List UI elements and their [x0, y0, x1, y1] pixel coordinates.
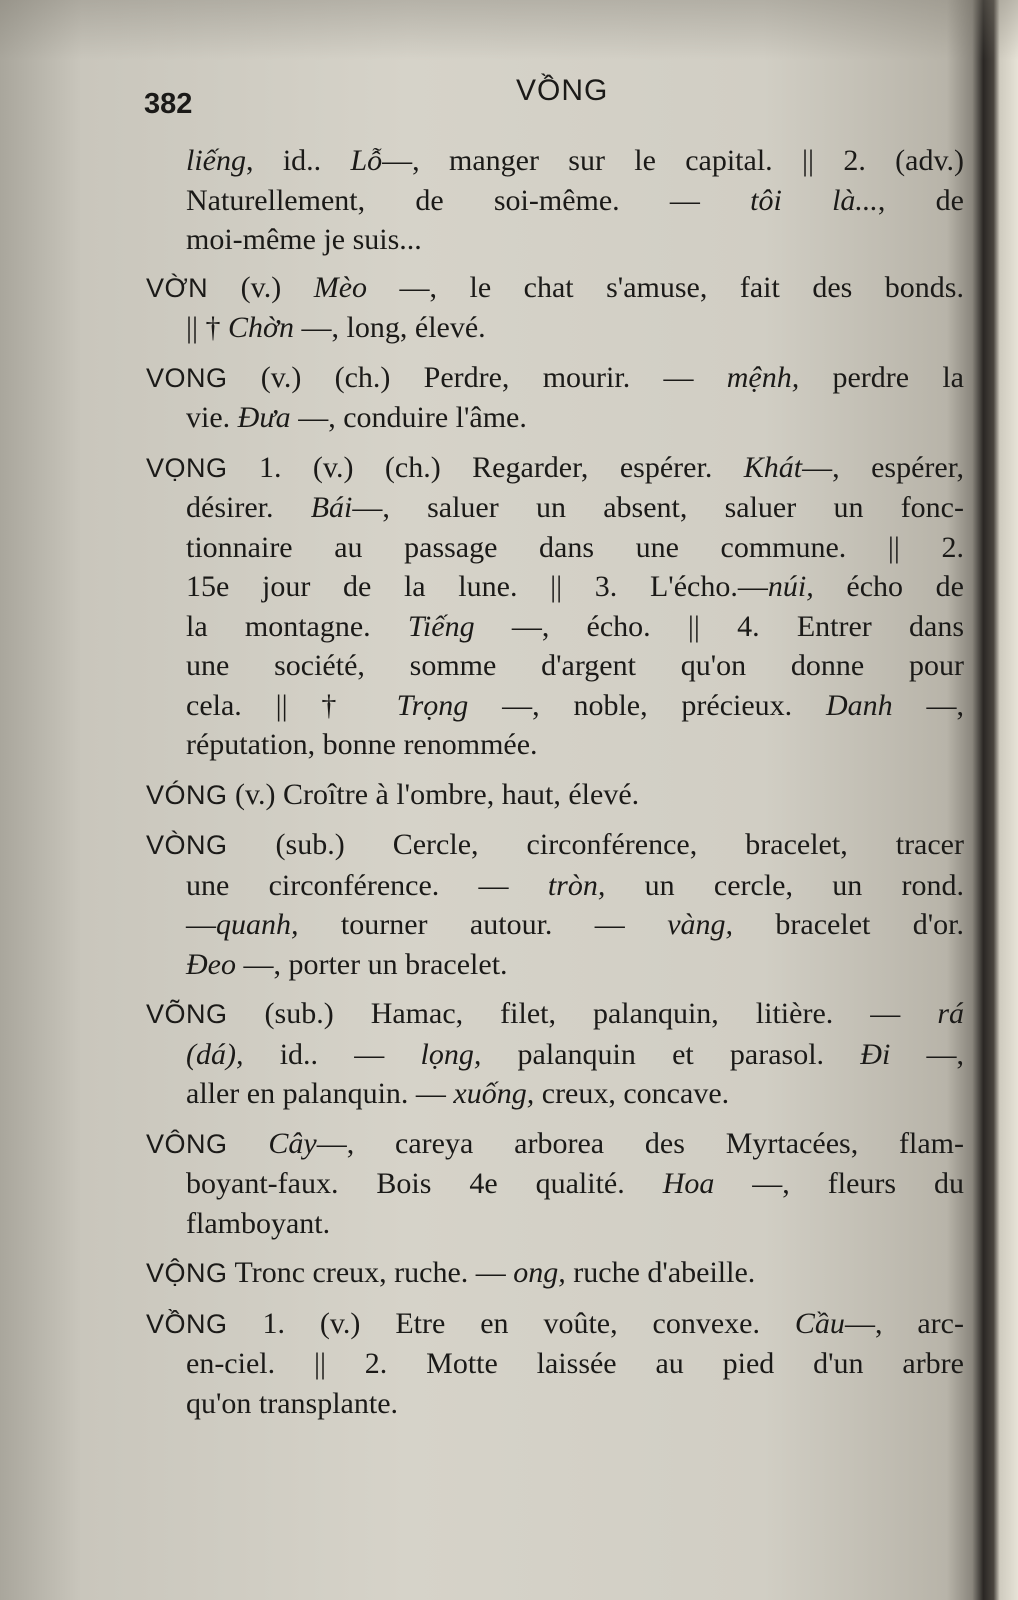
entry-line — [146, 1384, 964, 1424]
entry-text: boyant-faux. Bois 4e qualité. — [186, 1167, 663, 1200]
entry-headword: VỌNG — [146, 452, 228, 483]
dictionary-entry-vong8 — [146, 1304, 964, 1424]
entry-line — [146, 308, 964, 348]
italic-term: Đi — [860, 1037, 891, 1071]
italic-term: Cầu — [794, 1306, 845, 1340]
entry-text: bracelet d'or. — [733, 908, 964, 941]
entry-text: réputation, bonne renommée. — [186, 728, 538, 761]
entry-line — [146, 646, 964, 686]
entry-headword: VÔNG — [146, 1128, 228, 1159]
italic-term: Bái — [310, 491, 353, 524]
entry-line — [146, 1304, 964, 1345]
entry-text: —, écho. || 4. Entrer dans — [474, 609, 965, 643]
italic-term: Danh — [826, 688, 893, 722]
entry-text: flamboyant. — [186, 1206, 331, 1240]
entry-text: || † — [186, 311, 229, 344]
italic-term: xuống, — [453, 1077, 535, 1110]
entry-text: la montagne. — [186, 609, 408, 643]
entry-text: —, long, élevé. — [294, 311, 486, 344]
dictionary-entry-cont — [146, 141, 964, 260]
entry-text: 1. (v.) Etre en voûte, convexe. — [227, 1306, 795, 1340]
entry-text — [228, 1127, 269, 1160]
dictionary-entry-vong4 — [146, 825, 964, 984]
dictionary-entry-vong3 — [146, 775, 964, 816]
entry-line — [146, 825, 964, 866]
entry-text: —, saluer un absent, saluer un fonc- — [352, 491, 964, 524]
entry-line — [146, 686, 964, 726]
italic-term: tôi là... — [750, 183, 878, 217]
italic-term: mệnh, — [726, 360, 800, 394]
entry-text: —, arc- — [844, 1306, 964, 1340]
entry-line — [146, 488, 964, 528]
entry-text: — — [186, 908, 216, 941]
entry-headword: VONG — [146, 362, 228, 393]
entry-text: —, porter un bracelet. — [235, 947, 508, 981]
dictionary-entry-vong7 — [146, 1253, 964, 1294]
entry-text: —, espérer, — [802, 450, 964, 484]
entry-text: id.. — — [243, 1037, 421, 1071]
entry-text: aller en palanquin. — — [186, 1077, 454, 1110]
entry-line — [146, 1164, 964, 1204]
entry-text: —, — [892, 688, 965, 722]
entry-line — [146, 141, 964, 181]
entry-line — [146, 1344, 964, 1384]
entry-line — [146, 528, 964, 568]
entry-text: Naturellement, de soi-même. — — [186, 183, 751, 217]
entry-line — [146, 567, 964, 607]
entry-line — [146, 905, 964, 945]
entry-text: tionnaire au passage dans une commune. || 2. — [186, 530, 964, 564]
entry-text: une société, somme d'argent qu'on donne pour — [186, 649, 964, 682]
entry-text: —, careya arborea des Myrtacées, flam- — [316, 1126, 965, 1160]
entry-text: un cercle, un rond. — [605, 868, 965, 902]
page-number: 382 — [144, 88, 193, 120]
entry-text: moi-même je suis... — [186, 223, 422, 256]
entry-text: —, conduire l'âme. — [290, 401, 527, 434]
entry-line — [146, 1035, 964, 1075]
entry-line — [146, 268, 964, 309]
entry-line — [146, 994, 964, 1035]
entry-line — [146, 448, 964, 489]
entry-line — [146, 181, 964, 221]
entry-line — [146, 1204, 964, 1244]
italic-term: Tiếng — [407, 609, 475, 643]
entry-text: qu'on transplante. — [186, 1386, 399, 1420]
italic-term: Mèo — [313, 270, 368, 304]
dictionary-text — [146, 141, 964, 1433]
entry-line — [146, 1253, 964, 1294]
entry-text: —, fleurs du — [714, 1167, 964, 1200]
entry-headword: VÒNG — [146, 830, 228, 860]
dictionary-entry-vong1 — [146, 358, 964, 438]
entry-text: tourner autour. — — [298, 908, 668, 941]
entry-line — [146, 1124, 964, 1165]
italic-term: ong, — [513, 1256, 566, 1289]
entry-line — [146, 398, 964, 438]
italic-term: Trọng — [396, 688, 469, 722]
entry-line — [146, 220, 964, 260]
italic-term: Hoa — [662, 1167, 715, 1200]
entry-text: creux, concave. — [534, 1077, 730, 1110]
entry-text: (v.) Croître à l'ombre, haut, élevé. — [227, 777, 640, 811]
entry-text: Tronc creux, ruche. — — [227, 1256, 514, 1289]
italic-term: Lỗ — [350, 144, 383, 177]
entry-text: (v.) — [208, 270, 314, 304]
italic-term: rá — [937, 997, 964, 1030]
entry-line — [146, 725, 964, 765]
entry-text: palanquin et parasol. — [481, 1037, 861, 1071]
entry-text: , de — [877, 183, 964, 217]
entry-text: (v.) (ch.) Perdre, mourir. — — [227, 360, 727, 394]
running-head: VỒNG — [516, 74, 609, 107]
dictionary-entry-von — [146, 268, 964, 348]
entry-text: 1. (v.) (ch.) Regarder, espérer. — [227, 450, 744, 484]
italic-term: Khát — [743, 450, 803, 484]
entry-text: désirer. — [186, 491, 311, 524]
italic-term: Đưa — [237, 401, 291, 434]
italic-term: (dá), — [186, 1037, 244, 1071]
entry-text: 15e jour de la lune. || 3. L'écho.— — [186, 570, 768, 603]
dictionary-entry-vong5 — [146, 994, 964, 1114]
italic-term: Đeo — [186, 947, 236, 981]
entry-text: (sub.) Cercle, circonférence, bracelet, tracer — [227, 828, 964, 861]
italic-term: Cây — [268, 1126, 317, 1160]
entry-text: —, noble, précieux. — [468, 688, 827, 722]
italic-term: liếng — [186, 144, 246, 177]
entry-line — [146, 358, 964, 399]
italic-term: Chờn — [228, 311, 295, 344]
entry-line — [146, 1074, 964, 1114]
entry-line — [146, 775, 964, 816]
entry-text: —, le chat s'amuse, fait des bonds. — [367, 270, 964, 304]
italic-term: núi, — [767, 570, 814, 603]
dictionary-entry-vong2 — [146, 448, 964, 765]
entry-text: —, manger sur le capital. || 2. (adv.) — [382, 144, 964, 177]
entry-headword: VÕNG — [146, 999, 228, 1029]
entry-text: une circonférence. — — [186, 868, 548, 902]
italic-term: vàng, — [667, 908, 734, 941]
entry-text: écho de — [813, 570, 964, 603]
entry-headword: VÓNG — [146, 779, 228, 810]
italic-term: quanh, — [216, 908, 299, 941]
entry-text: perdre la — [799, 360, 964, 394]
italic-term: tròn, — [547, 868, 606, 902]
entry-text: (sub.) Hamac, filet, palanquin, litière. — — [227, 997, 938, 1030]
entry-text: cela. || † — [186, 688, 397, 722]
entry-text: en-ciel. || 2. Motte laissée au pied d'un arbre — [186, 1347, 964, 1380]
entry-headword: VỜN — [146, 272, 209, 303]
entry-text: ruche d'abeille. — [565, 1256, 756, 1289]
entry-line — [146, 866, 964, 906]
entry-headword: VỒNG — [146, 1308, 228, 1339]
entry-line — [146, 607, 964, 647]
entry-text: , id.. — [246, 144, 351, 177]
entry-text: —, — [890, 1037, 964, 1071]
page-shadow — [0, 0, 1018, 60]
entry-headword: VỘNG — [146, 1258, 228, 1288]
entry-line — [146, 945, 964, 985]
italic-term: lọng, — [420, 1037, 482, 1071]
dictionary-entry-vong6 — [146, 1124, 964, 1244]
entry-text: vie. — [186, 401, 238, 434]
